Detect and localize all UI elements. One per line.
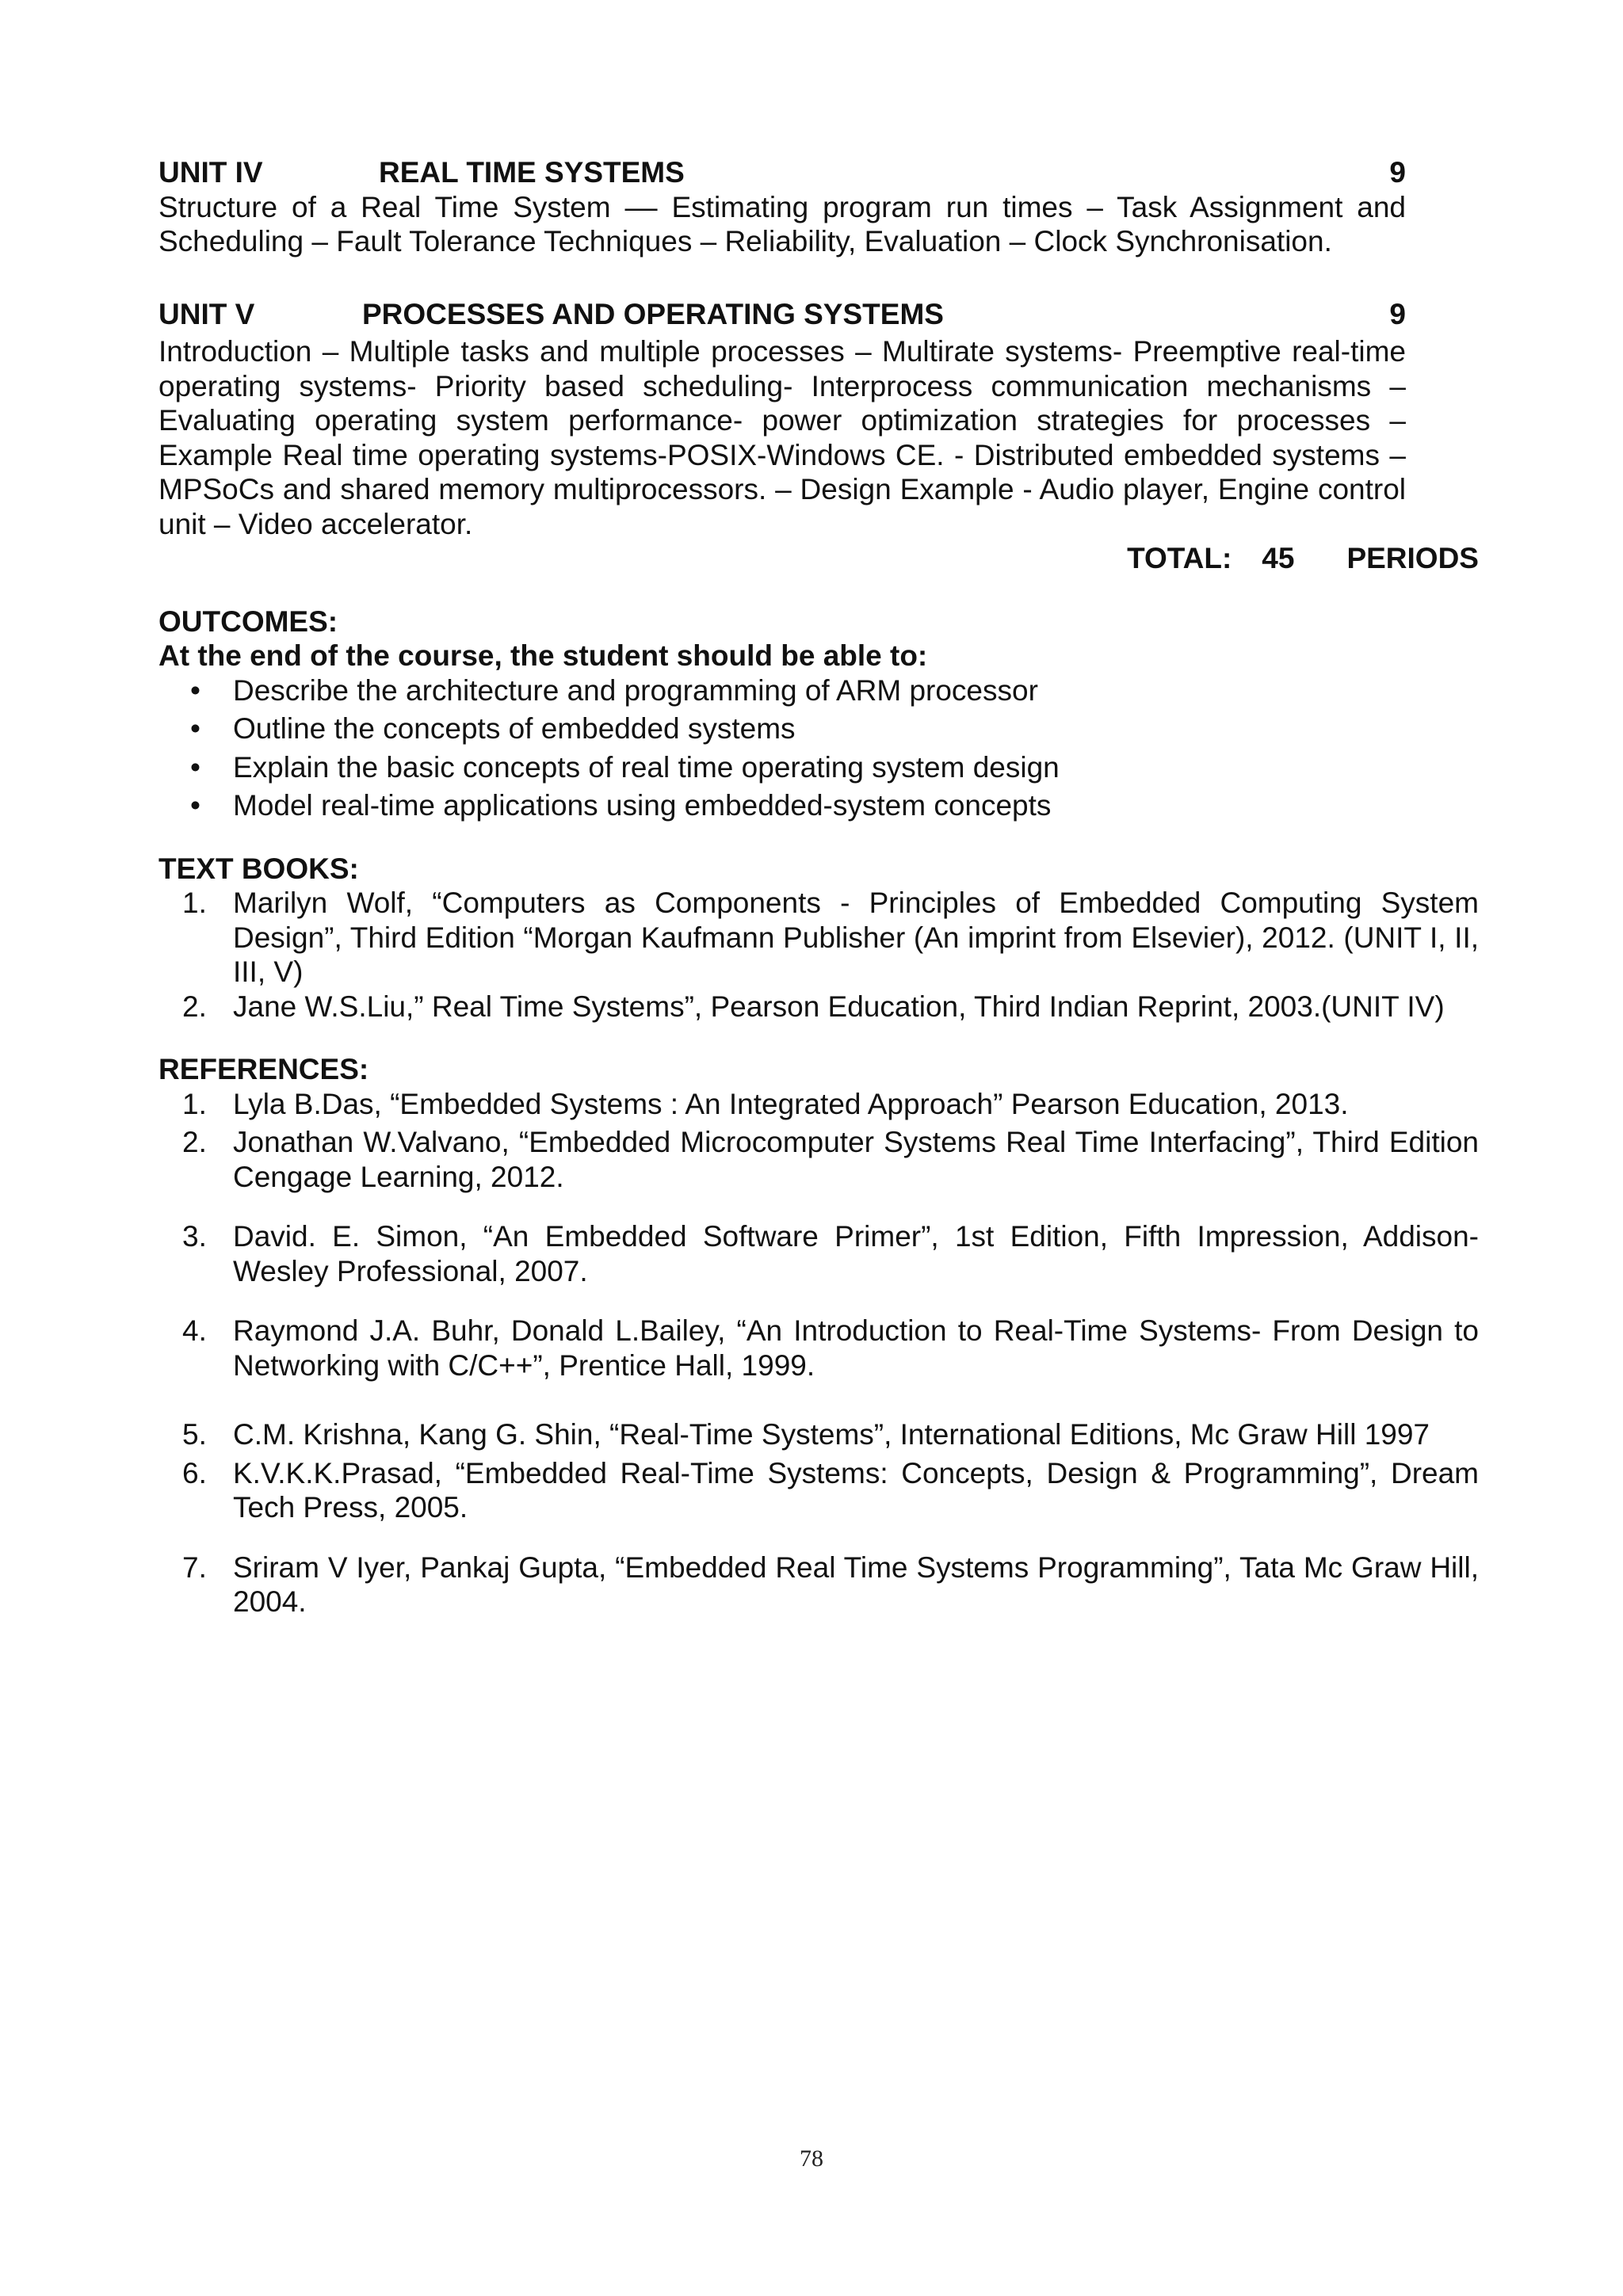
- unit-4-code: UNIT IV: [158, 156, 263, 189]
- outcome-item: • Model real-time applications using embedded-system concepts: [158, 788, 1479, 823]
- total-periods: [158, 541, 1479, 576]
- outcome-item: • Outline the concepts of embedded systems: [158, 711, 1479, 746]
- references-list: [158, 1087, 1479, 1619]
- textbook-text: Jane W.S.Liu,” Real Time Systems”, Pearson Education, Third Indian Reprint, 2003.(UNIT IV): [233, 990, 1445, 1023]
- textbooks-title: TEXT BOOKS:: [158, 852, 359, 885]
- outcome-item: • Explain the basic concepts of real time operating system design: [158, 750, 1479, 785]
- total-label: TOTAL:: [1127, 542, 1232, 574]
- textbook-item: [158, 990, 1479, 1024]
- reference-text: C.M. Krishna, Kang G. Shin, “Real-Time Systems”, International Editions, Mc Graw Hill 1997: [233, 1418, 1430, 1451]
- total-value: 45: [1262, 542, 1295, 574]
- outcomes-list: [158, 673, 1479, 823]
- reference-number: 4.: [182, 1314, 207, 1347]
- outcomes-title: OUTCOMES:: [158, 605, 338, 638]
- reference-number: 6.: [182, 1456, 207, 1489]
- unit-5-hours: 9: [1389, 297, 1406, 330]
- reference-item: [158, 1456, 1479, 1525]
- textbook-item: [158, 886, 1479, 990]
- syllabus-page: [158, 155, 1479, 1619]
- unit-4-heading: [158, 155, 1406, 190]
- reference-text: Jonathan W.Valvano, “Embedded Microcomputer Systems Real Time Interfacing”, Third Edition Cengage Learning, 2012.: [233, 1126, 1479, 1193]
- reference-text: Lyla B.Das, “Embedded Systems : An Integrated Approach” Pearson Education, 2013.: [233, 1087, 1349, 1120]
- reference-item: [158, 1417, 1479, 1452]
- reference-text: David. E. Simon, “An Embedded Software Primer”, 1st Edition, Fifth Impression, Addison-Wesley Professional, 2007.: [233, 1220, 1479, 1287]
- outcome-item: • Describe the architecture and programming of ARM processor: [158, 673, 1479, 708]
- page-number: 78: [800, 2145, 823, 2172]
- reference-number: 7.: [182, 1550, 207, 1584]
- references-title: REFERENCES:: [158, 1053, 369, 1085]
- reference-item: [158, 1125, 1479, 1194]
- textbook-number: 1.: [182, 887, 207, 919]
- unit-5-body: Introduction – Multiple tasks and multiple processes – Multirate systems- Preemptive real-time operating systems- Priority based scheduling- Interprocess communication mechanisms – Evaluating operating system performance- power optimization strategies for processes – Example Real time operating systems-POSIX-Windows CE. - Distributed embedded systems – MPSoCs and shared memory multiprocessors. – Design Example - Audio player, Engine control unit – Video accelerator.: [158, 335, 1406, 540]
- unit-4-hours: 9: [1389, 156, 1406, 189]
- total-unit: PERIODS: [1346, 542, 1479, 574]
- reference-item: [158, 1550, 1479, 1619]
- unit-4-body: Structure of a Real Time System –– Estimating program run times – Task Assignment and Scheduling – Fault Tolerance Techniques – Reliability, Evaluation – Clock Synchronisation.: [158, 190, 1406, 257]
- textbook-text: Marilyn Wolf, “Computers as Components - Principles of Embedded Computing System Design”, Third Edition “Morgan Kaufmann Publisher (An imprint from Elsevier), 2012. (UNIT I, II, III, V): [233, 887, 1479, 988]
- reference-number: 2.: [182, 1126, 207, 1158]
- reference-item: [158, 1087, 1479, 1122]
- textbooks-list: [158, 886, 1479, 1024]
- reference-text: Raymond J.A. Buhr, Donald L.Bailey, “An Introduction to Real-Time Systems- From Design to Networking with C/C++”, Prentice Hall, 1999.: [233, 1314, 1479, 1382]
- reference-text: K.V.K.K.Prasad, “Embedded Real-Time Systems: Concepts, Design & Programming”, Dream Tech Press, 2005.: [233, 1456, 1479, 1524]
- unit-5-heading: [158, 297, 1406, 332]
- reference-number: 1.: [182, 1087, 207, 1120]
- outcomes-intro: At the end of the course, the student should be able to:: [158, 639, 928, 672]
- textbook-number: 2.: [182, 990, 207, 1023]
- unit-5-title: PROCESSES AND OPERATING SYSTEMS: [362, 297, 944, 330]
- reference-item: [158, 1219, 1479, 1288]
- reference-number: 5.: [182, 1418, 207, 1451]
- reference-item: [158, 1314, 1479, 1383]
- reference-number: 3.: [182, 1220, 207, 1253]
- unit-4-title: REAL TIME SYSTEMS: [379, 156, 685, 189]
- reference-text: Sriram V Iyer, Pankaj Gupta, “Embedded Real Time Systems Programming”, Tata Mc Graw Hill, 2004.: [233, 1550, 1479, 1618]
- unit-5-code: UNIT V: [158, 297, 255, 330]
